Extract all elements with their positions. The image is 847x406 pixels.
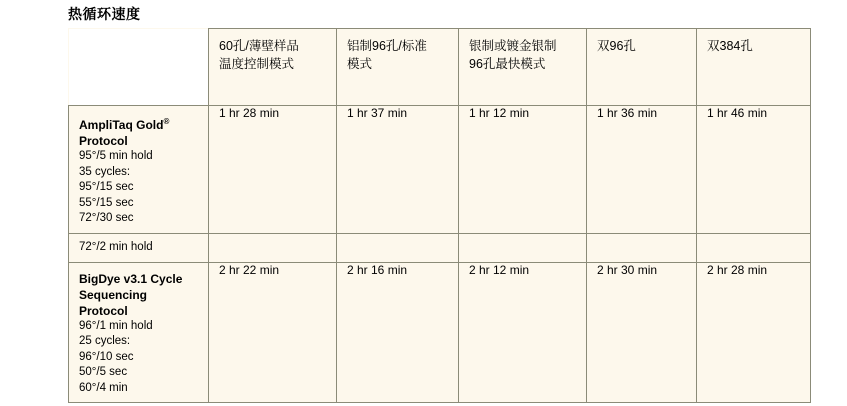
protocol-line: 96°/10 sec	[79, 350, 134, 363]
column-header-dual96	[587, 29, 697, 106]
thermal-cycling-speed-table	[68, 28, 811, 403]
time-cell: 2 hr 12 min	[459, 262, 587, 403]
column-header-silver96-l1: 银制或镀金银制	[469, 39, 557, 53]
protocol-title-amplitaq-2: Protocol	[79, 134, 128, 148]
time-cell: 2 hr 22 min	[209, 262, 337, 403]
table-header-row	[69, 29, 811, 106]
time-cell: 2 hr 28 min	[697, 262, 811, 403]
table-corner-cell	[69, 29, 209, 106]
protocol-title-amplitaq: AmpliTaq Gold®	[79, 117, 170, 132]
time-cell	[337, 233, 459, 262]
table-row	[69, 106, 811, 234]
column-header-alum96-l1: 铝制96孔/标准	[347, 39, 427, 53]
protocol-title-bigdye-2: Sequencing Protocol	[79, 287, 148, 318]
column-header-dual384-l1: 双384孔	[707, 39, 753, 53]
column-header-60well-l1: 60孔/薄壁样品	[219, 39, 299, 53]
page-title: 热循环速度	[68, 6, 141, 22]
protocol-line: 35 cycles:	[79, 165, 131, 178]
column-header-silver96	[459, 29, 587, 106]
protocol-line: 55°/15 sec	[79, 196, 134, 209]
protocol-cell-bigdye	[69, 262, 209, 403]
protocol-line: 95°/15 sec	[79, 181, 134, 193]
time-cell	[587, 233, 697, 262]
protocol-line: 72°/30 sec	[79, 212, 134, 224]
time-cell: 2 hr 30 min	[587, 262, 697, 403]
time-cell: 1 hr 12 min	[459, 106, 587, 234]
time-cell	[209, 233, 337, 262]
column-header-alum96-l2: 模式	[347, 57, 373, 71]
time-cell	[459, 233, 587, 262]
protocol-line: 72°/2 min hold	[79, 240, 153, 253]
column-header-dual96-l1: 双96孔	[597, 39, 636, 53]
protocol-title-bigdye: BigDye v3.1 Cycle	[79, 271, 183, 286]
protocol-cell-hold	[69, 233, 209, 262]
time-cell: 1 hr 36 min	[587, 106, 697, 234]
time-cell	[697, 233, 811, 262]
protocol-line: 25 cycles:	[79, 335, 131, 347]
protocol-line: 95°/5 min hold	[79, 150, 153, 162]
column-header-60well	[209, 29, 337, 106]
protocol-line: 50°/5 sec	[79, 366, 128, 378]
column-header-60well-l2: 温度控制模式	[219, 57, 295, 71]
protocol-cell-amplitaq	[69, 106, 209, 234]
time-cell: 2 hr 16 min	[337, 262, 459, 403]
time-cell: 1 hr 37 min	[337, 106, 459, 234]
column-header-alum96	[337, 29, 459, 106]
protocol-line: 60°/4 min	[79, 381, 128, 394]
protocol-line: 96°/1 min hold	[79, 319, 153, 332]
column-header-dual384	[697, 29, 811, 106]
time-cell: 1 hr 46 min	[697, 106, 811, 234]
table-row	[69, 233, 811, 262]
table-row	[69, 262, 811, 403]
time-cell: 1 hr 28 min	[209, 106, 337, 234]
column-header-silver96-l2: 96孔最快模式	[469, 57, 546, 71]
